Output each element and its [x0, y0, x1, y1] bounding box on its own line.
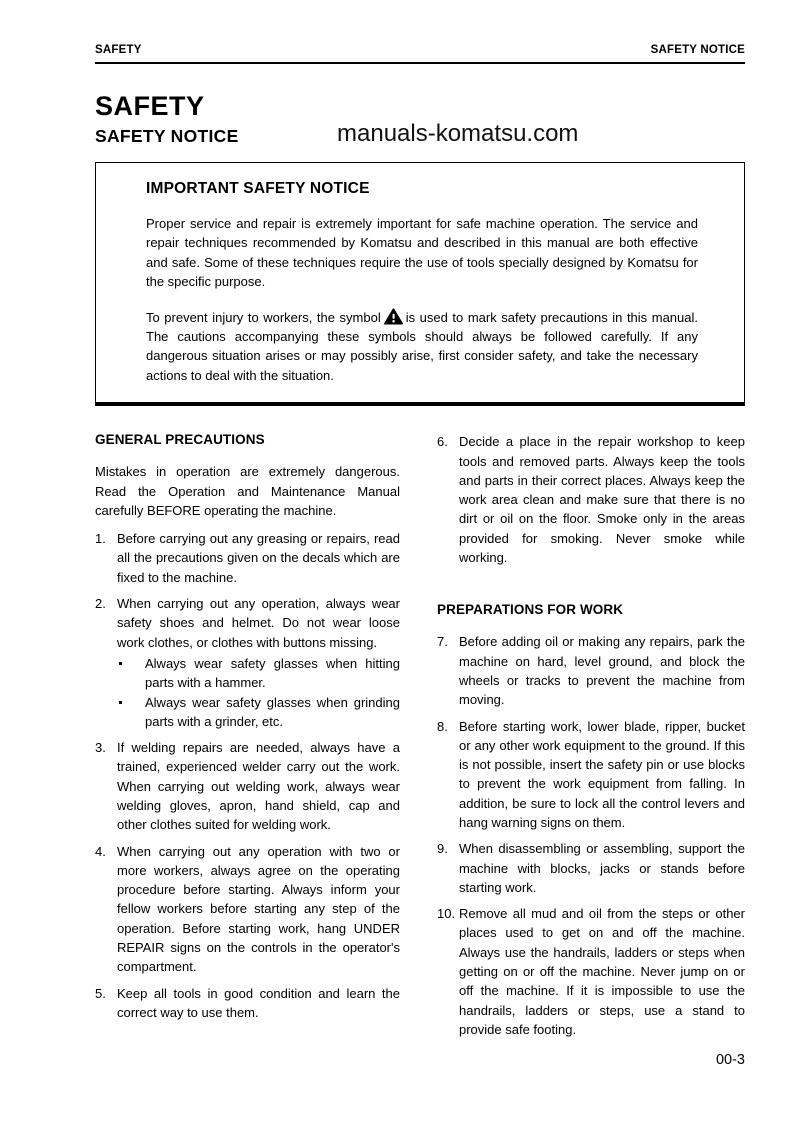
item-text: Remove all mud and oil from the steps or other places used to get on and off the machine. Always use the handrails, ladders or steps when getting on or off the machine. Never jump on or off the machine. If it is impossible to use the handrails, ladders or steps, use a stand to provide safe footing.	[459, 906, 745, 1037]
item-text: When carrying out any operation, always wear safety shoes and helmet. Do not wear loose work clothes, or clothes with buttons missing.	[117, 596, 400, 650]
notice-heading: IMPORTANT SAFETY NOTICE	[146, 180, 370, 197]
notice-paragraph-2-after: is used to mark safety precautions in this manual. The cautions accompanying these symbols should always be followed carefully. If any dangerous situation arises or may possibly arise, first consider safety, and take the necessary actions to deal with the situation.	[146, 309, 698, 383]
running-header	[95, 44, 745, 64]
page-subtitle: SAFETY NOTICE	[95, 126, 239, 146]
item-text: If welding repairs are needed, always have a trained, experienced welder carry out the work. When carrying out welding work, always wear welding gloves, apron, hand shield, cap and other clothes suited for welding work.	[117, 740, 400, 833]
warning-triangle-icon	[384, 308, 403, 325]
item-number: 1.	[95, 531, 106, 547]
list-item	[437, 717, 745, 833]
bullet-item	[119, 693, 400, 732]
bullet-text: Always wear safety glasses when grinding parts with a grinder, etc.	[145, 694, 400, 729]
watermark-text: manuals-komatsu.com	[337, 120, 579, 147]
bullet-text: Always wear safety glasses when hitting parts with a hammer.	[145, 655, 400, 691]
section-heading-preparations-for-work: PREPARATIONS FOR WORK	[437, 602, 624, 618]
square-bullet-icon	[119, 654, 145, 693]
item-text: Before adding oil or making any repairs, park the machine on hard, level ground, and block the wheels or tracks to prevent the machine from moving.	[459, 634, 745, 708]
list-item	[95, 984, 400, 1023]
list-item	[95, 594, 400, 652]
item-number: 4.	[95, 843, 106, 859]
right-column	[437, 432, 745, 1046]
item-number: 2.	[95, 596, 106, 612]
page-number: 00-3	[715, 1052, 745, 1068]
item-number: 6.	[437, 434, 448, 450]
left-column	[95, 432, 400, 1046]
item-number: 3.	[95, 740, 106, 756]
running-header-left: SAFETY	[95, 44, 142, 56]
item-text: Decide a place in the repair workshop to keep tools and removed parts. Always keep the tools and parts in their correct places. Always keep the work area clean and make sure that there is no dirt or oil on the floor. Smoke only in the areas provided for smoking. Never smoke while working.	[459, 434, 745, 566]
item-number: 10.	[437, 906, 456, 922]
list-item	[437, 904, 745, 1039]
square-bullet-icon	[119, 693, 145, 732]
item-text: When carrying out any operation with two or more workers, always agree on the operating procedure before starting. Always inform your fellow workers before starting any step of the operation. Before starting work, hang UNDER REPAIR signs on the controls in the operator's compartment.	[117, 843, 400, 975]
item-text: Before carrying out any greasing or repairs, read all the precautions given on the decals which are fixed to the machine.	[117, 531, 400, 585]
section-heading-general-precautions: GENERAL PRECAUTIONS	[95, 432, 265, 448]
list-item	[437, 632, 745, 709]
item-text: Before starting work, lower blade, ripper, bucket or any other work equipment to the ground. If this is not possible, insert the safety pin or use blocks to prevent the work equipment from falling. In addition, be sure to lock all the control levers and hang warning signs on them.	[459, 718, 745, 830]
two-column-body	[95, 432, 745, 1046]
list-item	[95, 738, 400, 834]
item-number: 9.	[437, 841, 448, 857]
list-item	[95, 529, 400, 587]
section-spacer	[437, 574, 745, 592]
general-intro-paragraph: Mistakes in operation are extremely dangerous. Read the Operation and Maintenance Manual carefully BEFORE operating the machine.	[95, 464, 400, 518]
list-item	[437, 432, 745, 567]
page-content	[95, 44, 745, 1046]
item-number: 5.	[95, 985, 106, 1001]
notice-paragraph-2-before: To prevent injury to workers, the symbol	[146, 309, 381, 325]
notice-paragraph-1: Proper service and repair is extremely important for safe machine operation. The service and repair techniques recommended by Komatsu and described in this manual are both effective and safe. Some of these techniques require the use of tools specially designed by Komatsu for the specific purpose.	[146, 216, 698, 290]
item-number: 8.	[437, 718, 448, 734]
notice-paragraph-2	[146, 308, 698, 386]
item-number: 7.	[437, 634, 448, 650]
list-item	[437, 839, 745, 897]
item-text: When disassembling or assembling, support the machine with blocks, jacks or stands before starting work.	[459, 841, 745, 895]
list-item	[95, 842, 400, 977]
important-safety-notice-box	[95, 162, 745, 406]
bullet-item	[119, 654, 400, 693]
item-text: Keep all tools in good condition and learn the correct way to use them.	[117, 985, 400, 1020]
running-header-right: SAFETY NOTICE	[650, 44, 745, 56]
page-title: SAFETY	[95, 91, 205, 121]
